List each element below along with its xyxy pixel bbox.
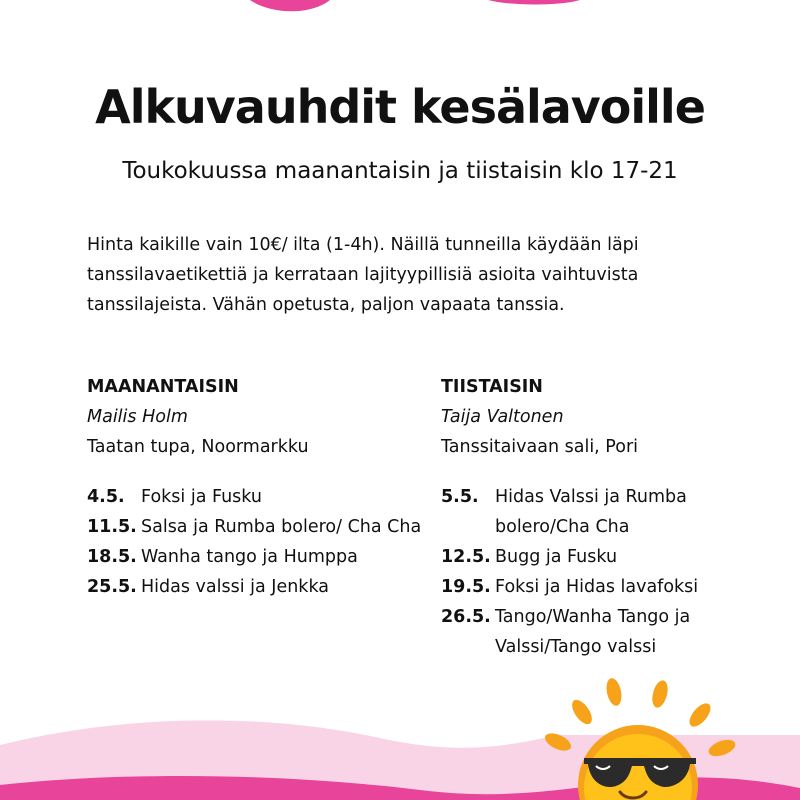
- event-date: 4.5.: [87, 487, 125, 507]
- page-subtitle: Toukokuussa maanantaisin ja tiistaisin klo 17-21: [122, 158, 678, 184]
- event-date: 12.5.: [441, 547, 491, 567]
- monday-events: [87, 482, 427, 602]
- monday-teacher: Mailis Holm: [87, 407, 188, 427]
- event-name: Foksi ja Fusku: [141, 487, 262, 507]
- list-item: [441, 602, 771, 662]
- list-item: [441, 482, 771, 542]
- tuesday-events: [441, 482, 771, 662]
- event-date: 11.5.: [87, 517, 137, 537]
- event-name: Hidas Valssi ja Rumba bolero/Cha Cha: [495, 487, 687, 537]
- event-name: Foksi ja Hidas lavafoksi: [495, 577, 699, 597]
- event-date: 26.5.: [441, 607, 491, 627]
- event-date: 19.5.: [441, 577, 491, 597]
- tuesday-place: Tanssitaivaan sali, Pori: [441, 437, 638, 457]
- intro-text: Hinta kaikille vain 10€/ ilta (1-4h). Näillä tunneilla käydään läpi tanssilavaetikettiä ja kerrataan lajityypillisiä asioita vaihtuvista tanssilajeista. Vähän opetusta, paljon vapaata tanssia.: [87, 235, 639, 315]
- tuesday-teacher: Taija Valtonen: [441, 407, 564, 427]
- top-wave-decoration: [0, 0, 800, 20]
- event-date: 18.5.: [87, 547, 137, 567]
- monday-day-heading: MAANANTAISIN: [87, 377, 239, 397]
- list-item: [87, 542, 427, 572]
- tuesday-day-heading: TIISTAISIN: [441, 377, 543, 397]
- monday-column: [87, 372, 427, 602]
- event-date: 25.5.: [87, 577, 137, 597]
- event-name: Hidas valssi ja Jenkka: [141, 577, 329, 597]
- list-item: [87, 572, 427, 602]
- event-name: Salsa ja Rumba bolero/ Cha Cha: [141, 517, 422, 537]
- list-item: [87, 512, 427, 542]
- list-item: [441, 542, 771, 572]
- bottom-decoration: [0, 660, 800, 800]
- tuesday-column: [441, 372, 771, 662]
- list-item: [441, 572, 771, 602]
- event-name: Tango/Wanha Tango ja Valssi/Tango valssi: [495, 607, 691, 657]
- list-item: [87, 482, 427, 512]
- event-date: 5.5.: [441, 487, 479, 507]
- event-name: Wanha tango ja Humppa: [141, 547, 358, 567]
- event-name: Bugg ja Fusku: [495, 547, 618, 567]
- page-title: Alkuvauhdit kesälavoille: [95, 80, 705, 134]
- monday-place: Taatan tupa, Noormarkku: [87, 437, 309, 457]
